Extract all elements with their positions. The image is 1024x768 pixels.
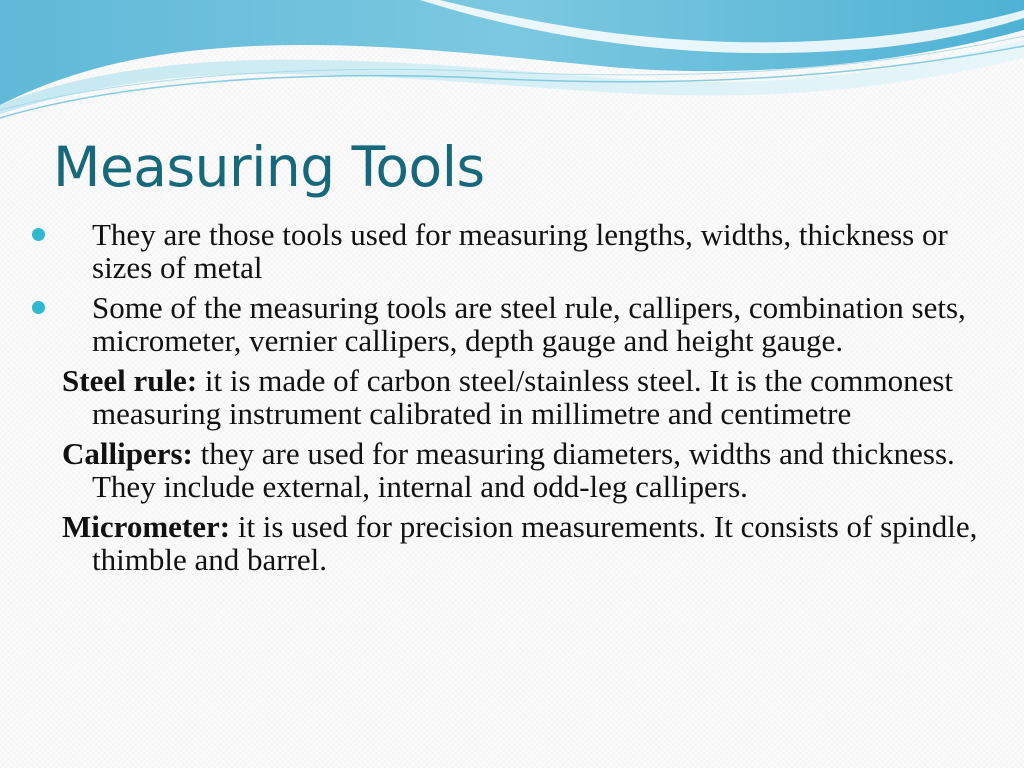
definition-micrometer — [62, 510, 982, 576]
definition-text: they are used for measuring diameters, widths and thickness. They include external, internal and odd-leg callipers. — [92, 436, 955, 504]
bullet-item — [62, 291, 982, 357]
bullet-item — [62, 218, 982, 284]
definition-text: it is made of carbon steel/stainless steel. It is the commonest measuring instrument calibrated in millimetre and centimetre — [92, 363, 954, 431]
definition-term: Steel rule: — [62, 363, 198, 398]
slide-title: Measuring Tools — [53, 135, 485, 199]
bullet-dot-icon — [32, 228, 45, 241]
wave-main-band — [0, 0, 1024, 105]
definition-term: Micrometer: — [62, 509, 231, 544]
bullet-text: Some of the measuring tools are steel rule, callipers, combination sets, micrometer, vernier callipers, depth gauge and height gauge. — [92, 290, 966, 358]
header-wave-decoration — [0, 0, 1024, 125]
definition-steel-rule — [62, 364, 982, 430]
definition-term: Callipers: — [62, 436, 193, 471]
slide-content — [62, 218, 982, 583]
definition-text: it is used for precision measurements. It consists of spindle, thimble and barrel. — [92, 509, 978, 577]
definition-callipers — [62, 437, 982, 503]
bullet-dot-icon — [32, 301, 45, 314]
bullet-text: They are those tools used for measuring lengths, widths, thickness or sizes of metal — [92, 217, 948, 285]
